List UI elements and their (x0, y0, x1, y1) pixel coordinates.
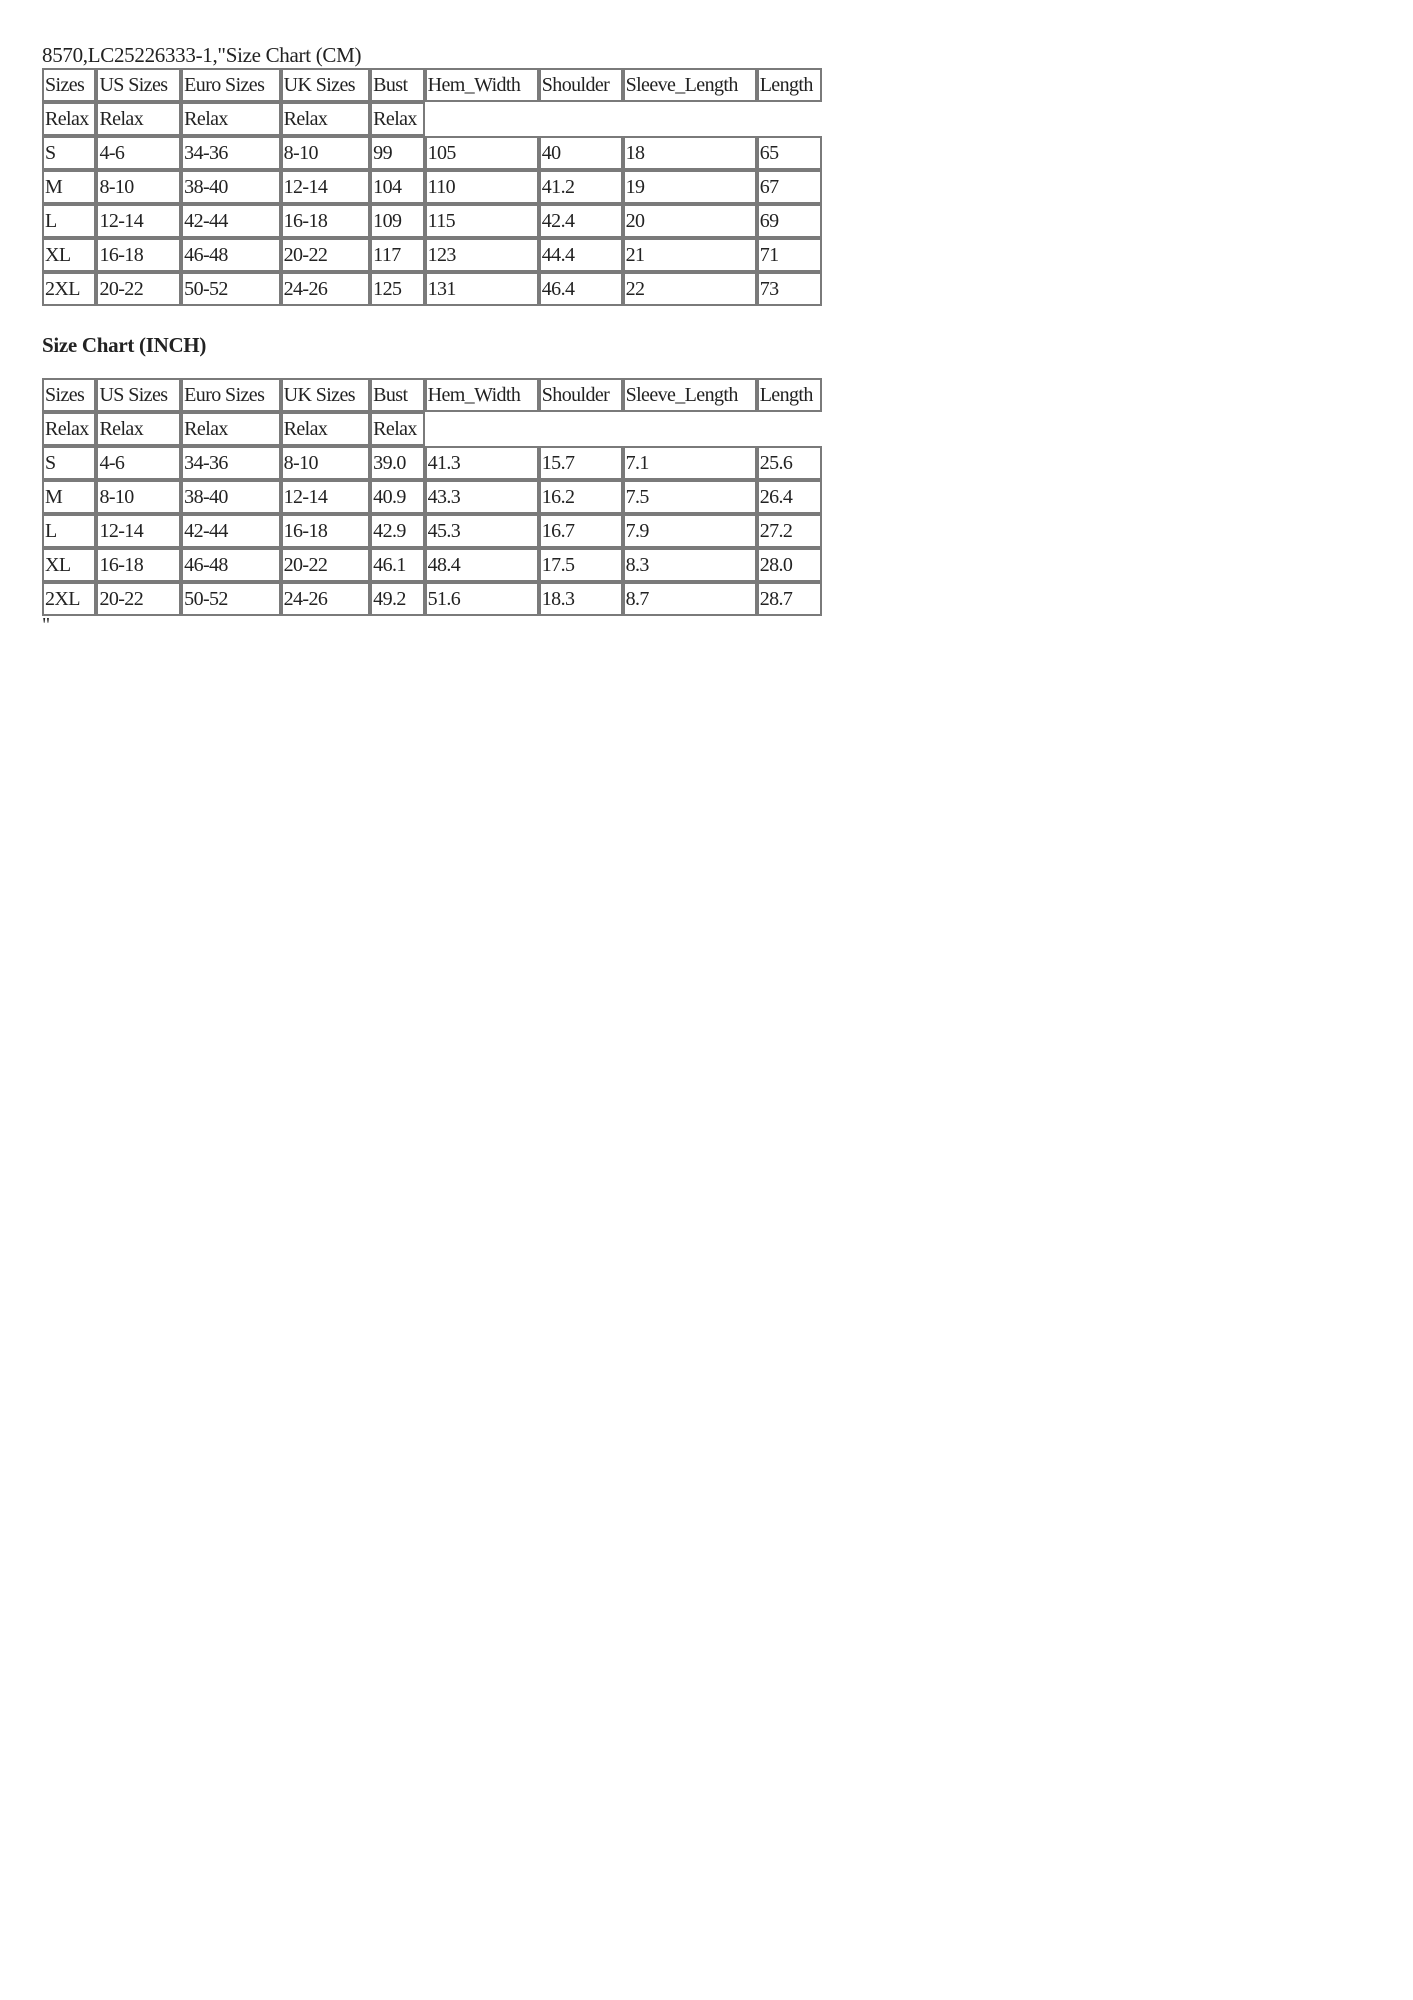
table-cell: 69 (757, 204, 822, 238)
header-cell: Bust (370, 378, 424, 412)
product-header-line: 8570,LC25226333-1,"Size Chart (CM) (42, 43, 362, 67)
table-cell: 125 (370, 272, 424, 306)
relax-row (42, 412, 822, 446)
table-header-row (42, 68, 822, 102)
size-chart-document (42, 42, 822, 634)
empty-cell (539, 102, 623, 136)
table-cell: 39.0 (370, 446, 424, 480)
table-cell: 8-10 (281, 136, 371, 170)
table-cell: 110 (425, 170, 539, 204)
header-cell: Sizes (42, 378, 96, 412)
relax-cell: Relax (42, 412, 96, 446)
table-cell: 38-40 (181, 480, 280, 514)
table-header-row (42, 378, 822, 412)
empty-cell (425, 102, 539, 136)
table-cell: 2XL (42, 582, 96, 616)
table-cell: 46-48 (181, 238, 280, 272)
header-cell: Euro Sizes (181, 68, 280, 102)
table-row (42, 204, 822, 238)
table-cell: 45.3 (425, 514, 539, 548)
table-cell: 25.6 (757, 446, 822, 480)
table-cell: 12-14 (96, 204, 181, 238)
header-cell: Length (757, 68, 822, 102)
table-cell: 16-18 (96, 238, 181, 272)
table-cell: 44.4 (539, 238, 623, 272)
table-row (42, 582, 822, 616)
table-cell: 7.9 (623, 514, 757, 548)
table-cell: L (42, 514, 96, 548)
table-cell: 42-44 (181, 514, 280, 548)
table-cell: 12-14 (281, 170, 371, 204)
table-cell: 46.4 (539, 272, 623, 306)
table-cell: 42.4 (539, 204, 623, 238)
table-cell: 18.3 (539, 582, 623, 616)
relax-row (42, 102, 822, 136)
table-cell: 117 (370, 238, 424, 272)
table-cell: 51.6 (425, 582, 539, 616)
header-cell: Sleeve_Length (623, 68, 757, 102)
empty-cell (757, 102, 822, 136)
table-cell: 21 (623, 238, 757, 272)
header-cell: UK Sizes (281, 378, 371, 412)
closing-quote: " (42, 614, 51, 636)
table-cell: 19 (623, 170, 757, 204)
inch-section-title: Size Chart (INCH) (42, 333, 207, 357)
table-cell: 15.7 (539, 446, 623, 480)
table-cell: 104 (370, 170, 424, 204)
table-cell: 99 (370, 136, 424, 170)
table-cell: 67 (757, 170, 822, 204)
relax-cell: Relax (96, 412, 181, 446)
table-cell: 7.5 (623, 480, 757, 514)
header-cell: Shoulder (539, 378, 623, 412)
table-cell: 8.7 (623, 582, 757, 616)
size-chart-inch-table (42, 378, 822, 616)
table-cell: 7.1 (623, 446, 757, 480)
empty-cell (623, 412, 757, 446)
table-cell: 50-52 (181, 582, 280, 616)
table-cell: 123 (425, 238, 539, 272)
table-row (42, 136, 822, 170)
table-cell: 20-22 (281, 548, 371, 582)
table-cell: 27.2 (757, 514, 822, 548)
table-cell: 28.7 (757, 582, 822, 616)
header-cell: Euro Sizes (181, 378, 280, 412)
table-cell: 43.3 (425, 480, 539, 514)
table-cell: 16-18 (96, 548, 181, 582)
header-cell: Sizes (42, 68, 96, 102)
table-cell: 12-14 (281, 480, 371, 514)
table-cell: 4-6 (96, 136, 181, 170)
table-cell: 20-22 (96, 272, 181, 306)
relax-cell: Relax (370, 412, 424, 446)
table-row (42, 170, 822, 204)
table-cell: 49.2 (370, 582, 424, 616)
table-cell: 24-26 (281, 272, 371, 306)
table-cell: 41.3 (425, 446, 539, 480)
header-cell: Hem_Width (425, 68, 539, 102)
relax-cell: Relax (281, 412, 371, 446)
table-row (42, 272, 822, 306)
table-cell: 20-22 (281, 238, 371, 272)
table-cell: 34-36 (181, 136, 280, 170)
table-cell: 16.2 (539, 480, 623, 514)
table-cell: 131 (425, 272, 539, 306)
relax-cell: Relax (281, 102, 371, 136)
table-cell: S (42, 136, 96, 170)
table-cell: 73 (757, 272, 822, 306)
table-cell: 8-10 (281, 446, 371, 480)
table-cell: 105 (425, 136, 539, 170)
table-cell: 41.2 (539, 170, 623, 204)
table-cell: 65 (757, 136, 822, 170)
table-cell: 40.9 (370, 480, 424, 514)
relax-cell: Relax (42, 102, 96, 136)
table-cell: 28.0 (757, 548, 822, 582)
table-row (42, 480, 822, 514)
table-cell: 20-22 (96, 582, 181, 616)
table-cell: L (42, 204, 96, 238)
table-cell: 2XL (42, 272, 96, 306)
table-cell: 4-6 (96, 446, 181, 480)
table-cell: 40 (539, 136, 623, 170)
table-cell: 8.3 (623, 548, 757, 582)
table-cell: 34-36 (181, 446, 280, 480)
table-cell: S (42, 446, 96, 480)
table-cell: 8-10 (96, 480, 181, 514)
header-cell: Shoulder (539, 68, 623, 102)
table-cell: 115 (425, 204, 539, 238)
empty-cell (425, 412, 539, 446)
size-chart-cm-table (42, 68, 822, 306)
table-row (42, 446, 822, 480)
empty-cell (539, 412, 623, 446)
table-cell: 48.4 (425, 548, 539, 582)
table-cell: 22 (623, 272, 757, 306)
table-row (42, 514, 822, 548)
table-cell: 42.9 (370, 514, 424, 548)
header-cell: Sleeve_Length (623, 378, 757, 412)
header-cell: UK Sizes (281, 68, 371, 102)
table-cell: 18 (623, 136, 757, 170)
relax-cell: Relax (181, 102, 280, 136)
table-cell: 16.7 (539, 514, 623, 548)
table-cell: 16-18 (281, 204, 371, 238)
table-cell: 16-18 (281, 514, 371, 548)
relax-cell: Relax (181, 412, 280, 446)
table-cell: 20 (623, 204, 757, 238)
table-cell: M (42, 480, 96, 514)
table-row (42, 238, 822, 272)
table-cell: 17.5 (539, 548, 623, 582)
table-cell: 26.4 (757, 480, 822, 514)
table-cell: 42-44 (181, 204, 280, 238)
table-cell: 46.1 (370, 548, 424, 582)
relax-cell: Relax (370, 102, 424, 136)
table-cell: 38-40 (181, 170, 280, 204)
table-cell: 8-10 (96, 170, 181, 204)
table-cell: 50-52 (181, 272, 280, 306)
table-cell: M (42, 170, 96, 204)
header-cell: Bust (370, 68, 424, 102)
table-cell: 12-14 (96, 514, 181, 548)
table-cell: XL (42, 548, 96, 582)
header-cell: US Sizes (96, 378, 181, 412)
table-cell: XL (42, 238, 96, 272)
table-cell: 109 (370, 204, 424, 238)
table-cell: 46-48 (181, 548, 280, 582)
header-cell: Hem_Width (425, 378, 539, 412)
empty-cell (623, 102, 757, 136)
relax-cell: Relax (96, 102, 181, 136)
table-cell: 71 (757, 238, 822, 272)
empty-cell (757, 412, 822, 446)
table-row (42, 548, 822, 582)
header-cell: Length (757, 378, 822, 412)
header-cell: US Sizes (96, 68, 181, 102)
table-cell: 24-26 (281, 582, 371, 616)
